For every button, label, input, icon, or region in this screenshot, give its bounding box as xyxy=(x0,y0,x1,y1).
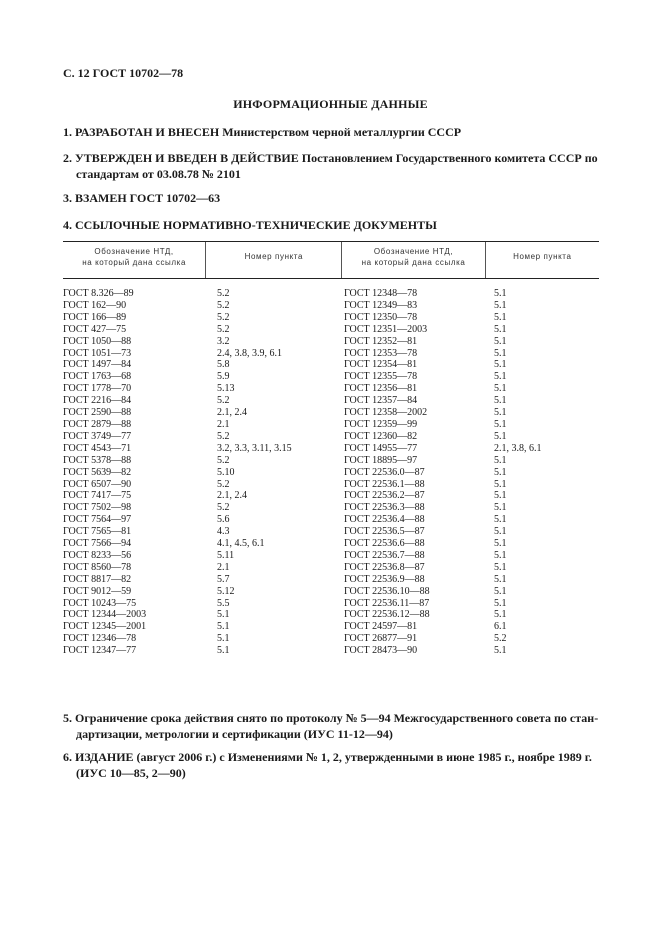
table-cell-document: ГОСТ 22536.10—88 xyxy=(344,585,430,597)
table-cell-document: ГОСТ 12352—81 xyxy=(344,335,418,347)
table-cell-point: 5.7 xyxy=(217,573,230,585)
table-cell-point: 3.2, 3.3, 3.11, 3.15 xyxy=(217,442,292,454)
item-6 xyxy=(63,749,603,781)
table-cell-point: 5.2 xyxy=(217,323,230,335)
table-cell-document: ГОСТ 5378—88 xyxy=(63,454,132,466)
table-cell-point: 5.2 xyxy=(217,395,230,407)
table-cell-point: 5.1 xyxy=(217,645,230,657)
table-cell-point: 2.1, 2.4 xyxy=(217,490,247,502)
table-cell-point: 5.8 xyxy=(217,359,230,371)
table-cell-point: 5.10 xyxy=(217,466,235,478)
table-cell-point: 2.1, 2.4 xyxy=(217,407,247,419)
table-cell-point: 5.1 xyxy=(494,526,507,538)
table-body xyxy=(63,279,599,657)
item-5 xyxy=(63,710,603,742)
table-cell-document: ГОСТ 2590—88 xyxy=(63,407,132,419)
table-cell-document: ГОСТ 1778—70 xyxy=(63,383,132,395)
table-cell-point: 5.1 xyxy=(494,395,507,407)
item-1 xyxy=(63,124,603,140)
header-line: Обозначение НТД, xyxy=(94,247,174,256)
table-cell-document: ГОСТ 4543—71 xyxy=(63,442,132,454)
table-cell-point: 5.1 xyxy=(494,502,507,514)
table-cell-document: ГОСТ 12356—81 xyxy=(344,383,418,395)
table-cell-point: 5.1 xyxy=(494,609,507,621)
table-cell-point: 5.1 xyxy=(494,299,507,311)
table-cell-point: 2.1, 3.8, 6.1 xyxy=(494,442,542,454)
header-line: на который дана ссылка xyxy=(82,258,187,267)
table-cell-point: 5.1 xyxy=(494,323,507,335)
table-cell-document: ГОСТ 22536.7—88 xyxy=(344,549,425,561)
table-cell-document: ГОСТ 22536.1—88 xyxy=(344,478,425,490)
table-cell-point: 5.9 xyxy=(217,371,230,383)
table-cell-document: ГОСТ 12354—81 xyxy=(344,359,418,371)
table-cell-point: 5.1 xyxy=(494,538,507,550)
column-header-document xyxy=(63,242,205,278)
table-cell-document: ГОСТ 22536.12—88 xyxy=(344,609,430,621)
table-cell-document: ГОСТ 12349—83 xyxy=(344,299,418,311)
page-header: С. 12 ГОСТ 10702—78 xyxy=(63,66,184,80)
table-cell-document: ГОСТ 6507—90 xyxy=(63,478,132,490)
item-text: Постановлением Государственного комитета СССР по xyxy=(301,151,598,165)
table-cell-document: ГОСТ 22536.8—87 xyxy=(344,561,425,573)
column-points-right xyxy=(494,288,594,657)
table-cell-point: 5.1 xyxy=(494,645,507,657)
table-cell-document: ГОСТ 12346—78 xyxy=(63,633,137,645)
table-cell-point: 5.1 xyxy=(494,454,507,466)
table-cell-point: 5.1 xyxy=(494,371,507,383)
table-cell-document: ГОСТ 22536.9—88 xyxy=(344,573,425,585)
table-cell-point: 5.2 xyxy=(217,430,230,442)
table-cell-document: ГОСТ 12351—2003 xyxy=(344,323,428,335)
table-cell-document: ГОСТ 8560—78 xyxy=(63,561,132,573)
table-cell-point: 5.1 xyxy=(494,311,507,323)
table-cell-document: ГОСТ 18895—97 xyxy=(344,454,418,466)
item-heading: РАЗРАБОТАН И ВНЕСЕН xyxy=(75,125,220,139)
table-cell-document: ГОСТ 12357—84 xyxy=(344,395,418,407)
table-cell-document: ГОСТ 166—89 xyxy=(63,311,127,323)
column-documents-right xyxy=(341,288,494,657)
header-line: Обозначение НТД, xyxy=(373,247,454,256)
header-line: на который дана ссылка xyxy=(361,258,466,267)
table-cell-document: ГОСТ 7502—98 xyxy=(63,502,132,514)
table-cell-point: 5.1 xyxy=(494,383,507,395)
header-line: Номер пункта xyxy=(513,252,572,261)
item-heading: УТВЕРЖДЕН И ВВЕДЕН В ДЕЙСТВИЕ xyxy=(75,151,299,165)
table-cell-document: ГОСТ 12353—78 xyxy=(344,347,418,359)
table-cell-point: 5.1 xyxy=(217,633,230,645)
item-4 xyxy=(63,217,603,233)
table-cell-document: ГОСТ 22536.3—88 xyxy=(344,502,425,514)
item-number: 3. xyxy=(63,191,72,205)
table-cell-document: ГОСТ 7564—97 xyxy=(63,514,132,526)
table-cell-point: 5.1 xyxy=(494,359,507,371)
table-cell-point: 5.1 xyxy=(217,621,230,633)
table-cell-point: 5.1 xyxy=(494,347,507,359)
table-cell-document: ГОСТ 7566—94 xyxy=(63,538,132,550)
table-cell-document: ГОСТ 1050—88 xyxy=(63,335,132,347)
item-number: 2. xyxy=(63,151,72,165)
table-cell-point: 5.1 xyxy=(494,561,507,573)
table-cell-point: 5.1 xyxy=(494,514,507,526)
table-cell-document: ГОСТ 12345—2001 xyxy=(63,621,147,633)
table-cell-point: 2.4, 3.8, 3.9, 6.1 xyxy=(217,347,282,359)
table-cell-point: 5.1 xyxy=(494,418,507,430)
table-cell-point: 5.1 xyxy=(217,609,230,621)
table-cell-document: ГОСТ 12348—78 xyxy=(344,288,418,299)
table-cell-document: ГОСТ 26877—91 xyxy=(344,633,418,645)
table-cell-document: ГОСТ 22536.5—87 xyxy=(344,526,425,538)
table-cell-point: 5.1 xyxy=(494,430,507,442)
table-cell-point: 5.11 xyxy=(217,549,235,561)
table-cell-document: ГОСТ 427—75 xyxy=(63,323,127,335)
item-text: Ограничение срока действия снято по протоколу № 5—94 Межгосударственного совета по стан- xyxy=(75,711,599,725)
table-cell-point: 6.1 xyxy=(494,621,507,633)
table-cell-document: ГОСТ 1497—84 xyxy=(63,359,132,371)
item-heading: ВЗАМЕН ГОСТ 10702—63 xyxy=(75,191,221,205)
table-cell-document: ГОСТ 8233—56 xyxy=(63,549,132,561)
table-cell-point: 5.2 xyxy=(217,311,230,323)
table-cell-document: ГОСТ 3749—77 xyxy=(63,430,132,442)
item-number: 1. xyxy=(63,125,72,139)
item-heading: ССЫЛОЧНЫЕ НОРМАТИВНО-ТЕХНИЧЕСКИЕ ДОКУМЕНТЫ xyxy=(75,218,437,232)
table-cell-point: 4.1, 4.5, 6.1 xyxy=(217,538,265,550)
table-cell-point: 5.6 xyxy=(217,514,230,526)
column-header-point xyxy=(205,242,341,278)
item-text-continued: (ИУС 10—85, 2—90) xyxy=(76,766,186,780)
table-cell-point: 5.1 xyxy=(494,335,507,347)
table-cell-document: ГОСТ 12358—2002 xyxy=(344,407,428,419)
table-cell-document: ГОСТ 7417—75 xyxy=(63,490,132,502)
table-cell-document: ГОСТ 28473—90 xyxy=(344,645,418,657)
table-cell-point: 5.2 xyxy=(494,633,507,645)
table-cell-document: ГОСТ 12355—78 xyxy=(344,371,418,383)
item-heading: ИЗДАНИЕ xyxy=(75,750,134,764)
table-cell-document: ГОСТ 22536.2—87 xyxy=(344,490,425,502)
table-cell-document: ГОСТ 162—90 xyxy=(63,299,127,311)
item-2 xyxy=(63,150,603,182)
column-header-document xyxy=(341,242,484,278)
table-cell-document: ГОСТ 24597—81 xyxy=(344,621,418,633)
table-cell-point: 5.1 xyxy=(494,288,507,299)
table-cell-document: ГОСТ 1763—68 xyxy=(63,371,132,383)
table-cell-point: 5.2 xyxy=(217,502,230,514)
table-cell-document: ГОСТ 8.326—89 xyxy=(63,288,134,299)
item-number: 5. xyxy=(63,711,72,725)
table-cell-point: 5.1 xyxy=(494,549,507,561)
table-cell-point: 5.1 xyxy=(494,585,507,597)
table-cell-point: 2.1 xyxy=(217,418,230,430)
table-cell-point: 5.1 xyxy=(494,407,507,419)
item-number: 4. xyxy=(63,218,72,232)
table-cell-point: 5.1 xyxy=(494,478,507,490)
table-cell-document: ГОСТ 12347—77 xyxy=(63,645,137,657)
table-cell-document: ГОСТ 22536.0—87 xyxy=(344,466,425,478)
references-table xyxy=(63,241,599,657)
table-header xyxy=(63,242,599,278)
item-text-continued: дартизации, метрологии и сертификации (ИУС 11-12—94) xyxy=(76,727,393,741)
column-documents-left xyxy=(63,288,217,657)
table-cell-point: 5.2 xyxy=(217,288,230,299)
table-cell-document: ГОСТ 9012—59 xyxy=(63,585,132,597)
table-cell-point: 5.2 xyxy=(217,478,230,490)
item-text: (август 2006 г.) с Изменениями № 1, 2, утвержденными в июне 1985 г., ноябре 1989 г. xyxy=(136,750,592,764)
table-cell-point: 3.2 xyxy=(217,335,230,347)
table-cell-point: 4.3 xyxy=(217,526,230,538)
table-cell-point: 5.13 xyxy=(217,383,235,395)
table-cell-document: ГОСТ 22536.11—87 xyxy=(344,597,430,609)
table-cell-document: ГОСТ 8817—82 xyxy=(63,573,132,585)
column-points-left xyxy=(217,288,341,657)
table-cell-document: ГОСТ 5639—82 xyxy=(63,466,132,478)
table-cell-point: 2.1 xyxy=(217,561,230,573)
table-cell-document: ГОСТ 10243—75 xyxy=(63,597,137,609)
column-header-point xyxy=(485,242,599,278)
item-text-continued: стандартам от 03.08.78 № 2101 xyxy=(76,167,241,181)
table-cell-point: 5.1 xyxy=(494,490,507,502)
table-cell-point: 5.1 xyxy=(494,597,507,609)
table-cell-document: ГОСТ 2216—84 xyxy=(63,395,132,407)
table-cell-document: ГОСТ 12344—2003 xyxy=(63,609,147,621)
item-3 xyxy=(63,190,603,206)
table-cell-document: ГОСТ 12350—78 xyxy=(344,311,418,323)
table-cell-document: ГОСТ 22536.4—88 xyxy=(344,514,425,526)
table-cell-document: ГОСТ 12359—99 xyxy=(344,418,418,430)
table-cell-point: 5.1 xyxy=(494,573,507,585)
item-text: Министерством черной металлургии СССР xyxy=(222,125,462,139)
table-cell-document: ГОСТ 2879—88 xyxy=(63,418,132,430)
table-cell-point: 5.2 xyxy=(217,454,230,466)
table-cell-point: 5.5 xyxy=(217,597,230,609)
table-cell-document: ГОСТ 1051—73 xyxy=(63,347,132,359)
item-number: 6. xyxy=(63,750,72,764)
table-cell-point: 5.12 xyxy=(217,585,235,597)
header-line: Номер пункта xyxy=(244,252,304,261)
table-cell-document: ГОСТ 14955—77 xyxy=(344,442,418,454)
table-cell-document: ГОСТ 7565—81 xyxy=(63,526,132,538)
table-cell-document: ГОСТ 22536.6—88 xyxy=(344,538,425,550)
table-cell-point: 5.1 xyxy=(494,466,507,478)
table-cell-point: 5.2 xyxy=(217,299,230,311)
table-cell-document: ГОСТ 12360—82 xyxy=(344,430,418,442)
page-title: ИНФОРМАЦИОННЫЕ ДАННЫЕ xyxy=(233,97,428,111)
